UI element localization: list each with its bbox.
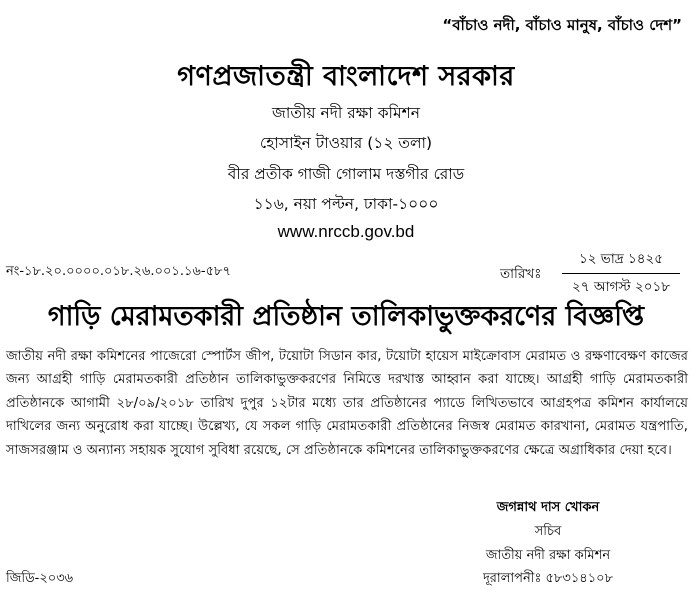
building-name: হোসাইন টাওয়ার (১২ তলা) [259, 134, 433, 152]
commission-name: জাতীয় নদী রক্ষা কমিশন [271, 104, 421, 122]
road-name: বীর প্রতীক গাজী গোলাম দস্তগীর রোড [227, 165, 465, 183]
motto: “বাঁচাও নদী, বাঁচাও মানুষ, বাঁচাও দেশ” [442, 16, 682, 34]
signatory-name: জগন্নাথ দাস খোকন [496, 500, 600, 515]
date-block [500, 248, 680, 299]
notice-body: জাতীয় নদী রক্ষা কমিশনের পাজেরো স্পোর্টস জীপ, টয়োটা সিডান কার, টয়োটা হায়েস মাইক্রোবাস মেরামত ও রক্ষণাবেক্ষণ কাজের জন্য আগ্রহী গাড়ি মেরামতকারী প্রতিষ্ঠান তালিকাভুক্তকরণের নিমিত্তে দরখাস্ত আহ্বান করা যাচ্ছে। আগ্রহী গাড়ি মেরামতকারী প্রতিষ্ঠানকে আগামী ২৮/০৯/২০১৮ তারিখ দুপুর ১২টার মধ্যে তার প্রতিষ্ঠানের প্যাডে লিখিতভাবে আগ্রহপত্র কমিশন কার্যালয়ে দাখিলের জন্য অনুরোধ করা যাচ্ছে। উল্লেখ্য, যে সকল গাড়ি মেরামতকারী প্রতিষ্ঠানের নিজস্ব মেরামত কারখানা, মেরামত যন্ত্রপাতি, সাজসরঞ্জাম ও অন্যান্য সহায়ক সুযোগ সুবিধা রয়েছে, সে প্রতিষ্ঠানকে কমিশনের তালিকাভুক্তকরণের ক্ষেত্রে অগ্রাধিকার দেয়া হবে। [6, 349, 688, 458]
signatory-phone: দূরালাপনীঃ ৫৮৩১৪১০৮ [482, 571, 614, 586]
date-values [562, 248, 680, 299]
signatory-title: সচিব [534, 524, 562, 539]
website-link[interactable]: www.nrccb.gov.bd [277, 222, 415, 241]
signatory-office: জাতীয় নদী রক্ষা কমিশন [485, 548, 611, 563]
notice-title: গাড়ি মেরামতকারী প্রতিষ্ঠান তালিকাভুক্তকরণের বিজ্ঞপ্তি [47, 301, 645, 332]
postal-address: ১১৬, নয়া পল্টন, ঢাকা-১০০০ [253, 195, 439, 213]
memo-number: নং-১৮.২০.০০০০.০১৮.২৬.০০১.১৬-৫৮৭ [6, 264, 231, 279]
reference-code: জিডি-২০৩৬ [6, 571, 74, 586]
date-bangla: ১২ ভাদ্র ১৪২৫ [578, 251, 664, 267]
date-english: ২৭ আগস্ট ২০১৮ [562, 273, 680, 299]
government-heading: গণপ্রজাতন্ত্রী বাংলাদেশ সরকার [177, 61, 515, 92]
date-label: তারিখঃ [500, 266, 542, 282]
